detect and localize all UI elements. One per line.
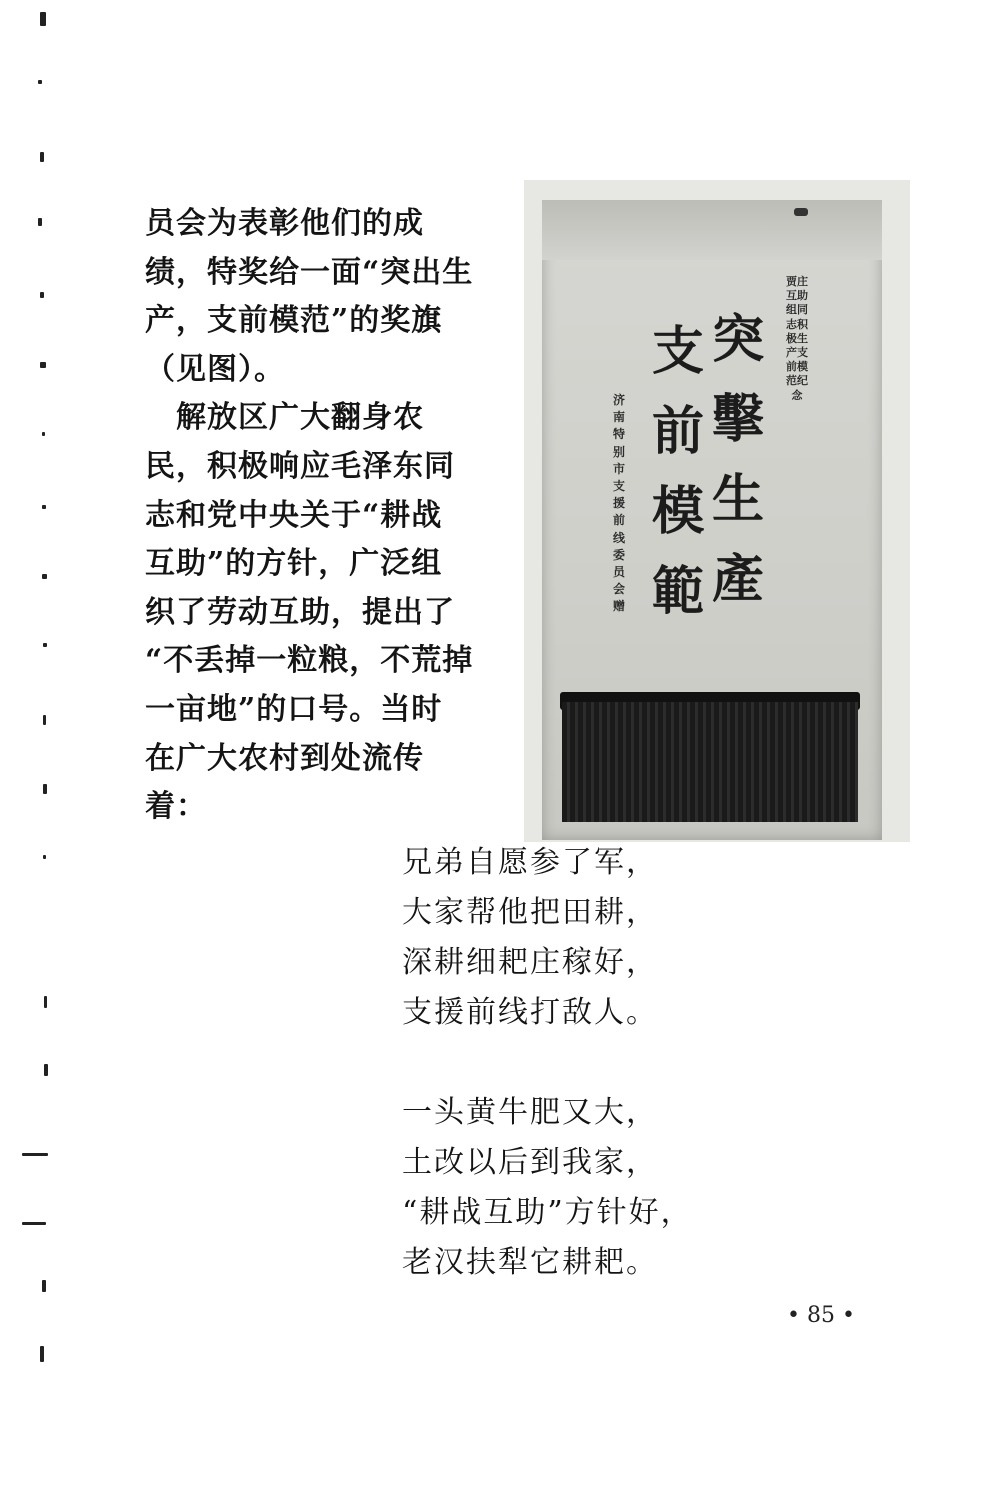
scan-speck bbox=[22, 1222, 46, 1225]
scan-speck bbox=[40, 292, 44, 298]
text-line: 民，积极响应毛泽东同 bbox=[145, 448, 455, 484]
text-line: 一亩地”的口号。当时 bbox=[145, 691, 443, 727]
scan-speck bbox=[43, 643, 47, 647]
banner-slogan-left: 支前模範 bbox=[651, 321, 704, 622]
text-line: 志和党中央关于“耕战 bbox=[145, 497, 443, 533]
poem-stanza-2 bbox=[402, 1088, 702, 1288]
scan-speck bbox=[44, 996, 47, 1008]
scan-speck bbox=[43, 855, 46, 859]
scan-speck bbox=[43, 715, 46, 725]
scan-speck bbox=[42, 505, 46, 509]
banner-pin bbox=[794, 208, 808, 216]
scan-speck bbox=[40, 362, 46, 368]
scan-speck bbox=[22, 1153, 48, 1156]
banner-dedication: 贾庄互助组同志积极生产支前模范纪念 bbox=[786, 275, 808, 402]
text-line: 互助”的方针，广泛组 bbox=[145, 546, 443, 582]
scan-speck bbox=[40, 152, 44, 162]
body-text bbox=[145, 200, 485, 832]
banner-presenter: 济南特别市支援前线委员会赠 bbox=[612, 393, 625, 614]
poem-stanza-1 bbox=[402, 838, 702, 1038]
text-line: 在广大农村到处流传 bbox=[145, 740, 424, 776]
text-line: 织了劳动互助，提出了 bbox=[145, 594, 455, 630]
poem-line: 一头黄牛肥又大， bbox=[402, 1095, 658, 1130]
banner-header bbox=[542, 200, 882, 260]
text-line: 产，支前模范”的奖旗 bbox=[145, 303, 443, 339]
text-line: 员会为表彰他们的成 bbox=[145, 206, 424, 241]
poem-line: 深耕细耙庄稼好， bbox=[402, 945, 658, 980]
poem-line: 大家帮他把田耕， bbox=[402, 895, 658, 930]
poem-line: 老汉扶犁它耕耙。 bbox=[402, 1245, 658, 1280]
page-number: • 85 • bbox=[787, 1303, 855, 1328]
scan-speck bbox=[38, 218, 42, 226]
scan-speck bbox=[43, 784, 47, 794]
text-line: （见图）。 bbox=[145, 351, 285, 387]
text-line: “不丢掉一粒粮，不荒掉 bbox=[145, 643, 474, 679]
text-line: 解放区广大翻身农 bbox=[145, 400, 424, 436]
scan-speck bbox=[42, 432, 45, 436]
scan-speck bbox=[38, 80, 42, 84]
banner-fringe bbox=[562, 702, 858, 822]
poem-line: 土改以后到我家， bbox=[402, 1145, 658, 1180]
poem-line: “耕战互助”方针好， bbox=[402, 1195, 693, 1230]
scan-speck bbox=[44, 1064, 48, 1076]
scan-speck bbox=[42, 574, 47, 579]
scan-speck bbox=[42, 1280, 46, 1292]
poem-line: 兄弟自愿参了军， bbox=[402, 845, 658, 880]
scan-speck bbox=[40, 1346, 44, 1362]
banner-slogan-right: 突擊生產 bbox=[711, 309, 764, 610]
text-line: 着： bbox=[145, 789, 207, 825]
poem-line: 支援前线打敌人。 bbox=[402, 995, 658, 1030]
award-banner-photo bbox=[524, 180, 910, 842]
scan-speck bbox=[40, 12, 46, 26]
text-line: 绩，特奖给一面“突出生 bbox=[145, 254, 474, 290]
